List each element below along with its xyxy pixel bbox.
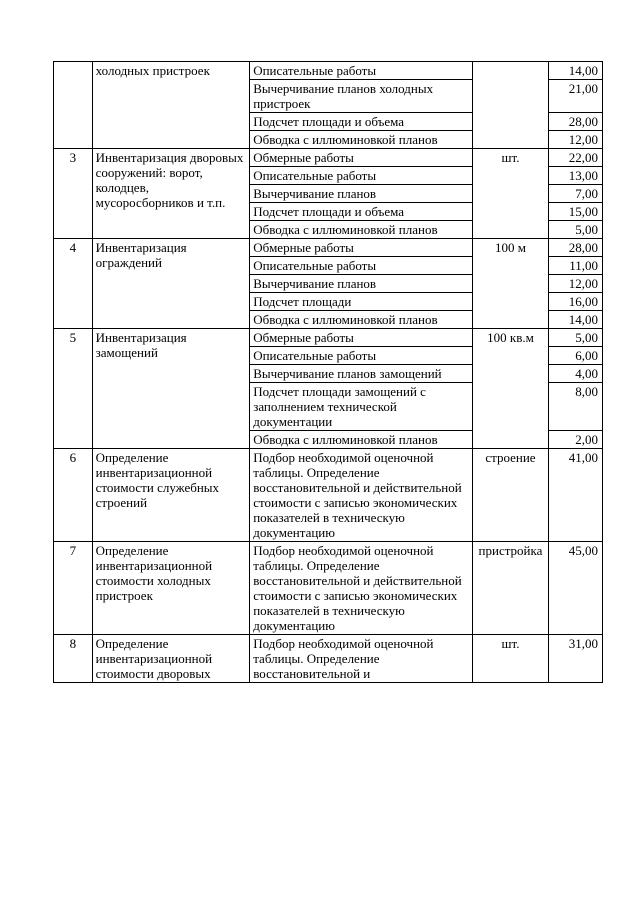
work-item: Вычерчивание планов холодных пристроек [250,80,473,113]
price-value: 21,00 [549,80,603,113]
price-value: 12,00 [549,131,603,149]
work-category-name: Определение инвентаризационной стоимости дворовых [92,635,250,683]
price-value: 31,00 [549,635,603,683]
price-value: 13,00 [549,167,603,185]
work-item: Обмерные работы [250,149,473,167]
work-item: Подсчет площади замощений с заполнением технической документации [250,383,473,431]
work-item: Вычерчивание планов [250,185,473,203]
work-item: Обмерные работы [250,239,473,257]
unit-of-measure: шт. [472,149,548,239]
price-value: 16,00 [549,293,603,311]
work-item: Вычерчивание планов замощений [250,365,473,383]
price-value: 7,00 [549,185,603,203]
work-item: Обмерные работы [250,329,473,347]
unit-of-measure: строение [472,449,548,542]
work-item: Обводка с иллюминовкой планов [250,431,473,449]
work-item: Описательные работы [250,347,473,365]
work-item: Обводка с иллюминовкой планов [250,311,473,329]
price-value: 41,00 [549,449,603,542]
row-number: 7 [54,542,93,635]
price-value: 28,00 [549,239,603,257]
price-value: 11,00 [549,257,603,275]
row-number: 3 [54,149,93,239]
work-item: Описательные работы [250,62,473,80]
work-category-name: Инвентаризация ограждений [92,239,250,329]
work-item: Подсчет площади и объема [250,113,473,131]
unit-of-measure: 100 м [472,239,548,329]
price-value: 6,00 [549,347,603,365]
price-table [53,61,603,683]
table-row [54,239,603,257]
unit-of-measure [472,62,548,149]
price-value: 14,00 [549,311,603,329]
price-value: 2,00 [549,431,603,449]
price-table-body [54,62,603,683]
row-number: 4 [54,239,93,329]
work-item: Описательные работы [250,167,473,185]
unit-of-measure: шт. [472,635,548,683]
unit-of-measure: пристройка [472,542,548,635]
price-value: 5,00 [549,221,603,239]
table-row [54,329,603,347]
table-row [54,62,603,80]
price-value: 14,00 [549,62,603,80]
work-item: Обводка с иллюминовкой планов [250,221,473,239]
row-number: 8 [54,635,93,683]
price-value: 4,00 [549,365,603,383]
unit-of-measure: 100 кв.м [472,329,548,449]
row-number: 5 [54,329,93,449]
price-value: 28,00 [549,113,603,131]
work-item: Описательные работы [250,257,473,275]
work-category-name: Определение инвентаризационной стоимости холодных пристроек [92,542,250,635]
work-item: Подбор необходимой оценочной таблицы. Определение восстановительной и действительной стоимости с записью экономических показателей в техническую документацию [250,542,473,635]
work-item: Подбор необходимой оценочной таблицы. Определение восстановительной и действительной стоимости с записью экономических показателей в техническую документацию [250,449,473,542]
price-value: 8,00 [549,383,603,431]
work-category-name: Определение инвентаризационной стоимости служебных строений [92,449,250,542]
work-item: Подсчет площади [250,293,473,311]
price-value: 22,00 [549,149,603,167]
work-category-name: Инвентаризация замощений [92,329,250,449]
work-item: Подбор необходимой оценочной таблицы. Определение восстановительной и [250,635,473,683]
table-row [54,542,603,635]
price-value: 5,00 [549,329,603,347]
work-item: Подсчет площади и объема [250,203,473,221]
work-item: Вычерчивание планов [250,275,473,293]
table-row [54,449,603,542]
work-item: Обводка с иллюминовкой планов [250,131,473,149]
table-row [54,149,603,167]
price-value: 15,00 [549,203,603,221]
price-value: 45,00 [549,542,603,635]
row-number: 6 [54,449,93,542]
work-category-name: холодных пристроек [92,62,250,149]
work-category-name: Инвентаризация дворовых сооружений: ворот, колодцев, мусоросборников и т.п. [92,149,250,239]
table-row [54,635,603,683]
row-number [54,62,93,149]
price-value: 12,00 [549,275,603,293]
